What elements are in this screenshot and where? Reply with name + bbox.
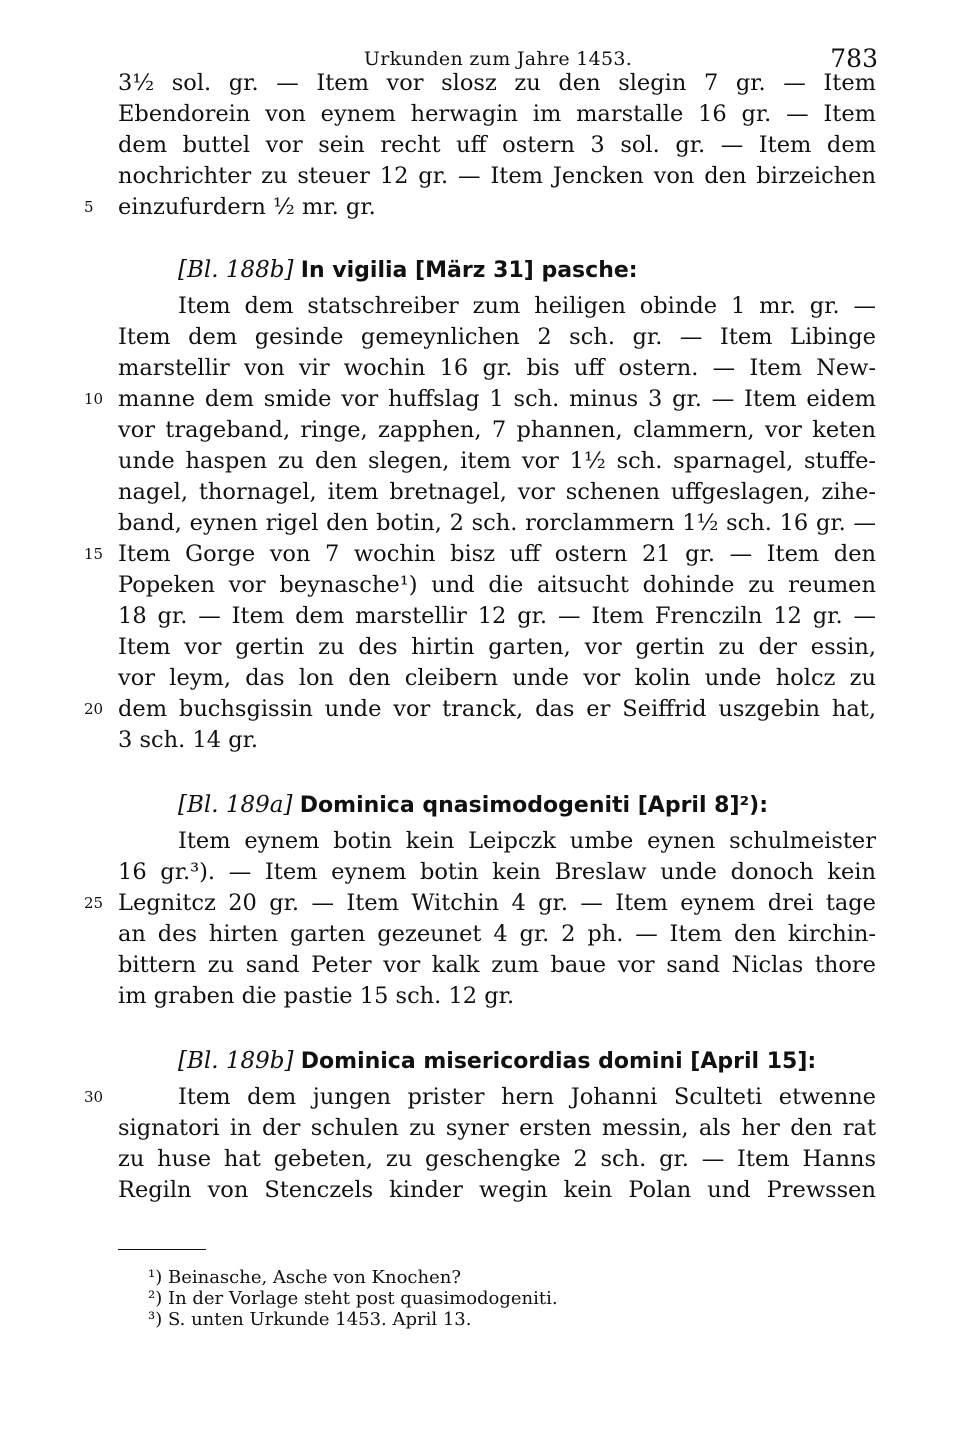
text-line: manne dem smide vor huffslag 1 sch. minus 3 gr. — Item eidem (118, 386, 876, 412)
running-title: Urkunden zum Jahre 1453. (363, 48, 633, 70)
text-line: Ebendorein von eynem herwagin im marstalle 16 gr. — Item (118, 101, 876, 127)
section-heading (178, 255, 876, 285)
text-line: marstellir von vir wochin 16 gr. bis uff ostern. — Item New- (118, 355, 876, 381)
text-line: Item vor gertin zu des hirtin garten, vor gertin zu der essin, (118, 634, 876, 660)
line-number: 5 (84, 198, 94, 216)
text-line: zu huse hat gebeten, zu geschengke 2 sch. gr. — Item Hanns (118, 1146, 876, 1172)
text-line: einzufurdern ½ mr. gr. (118, 194, 376, 220)
text-line: 3 sch. 14 gr. (118, 727, 259, 753)
line-number: 10 (84, 390, 104, 408)
section-heading (178, 1046, 876, 1076)
text-line: Popeken vor beynasche¹) und die aitsucht dohinde zu reumen (118, 572, 876, 598)
text-line: nochrichter zu steuer 12 gr. — Item Jencken von den birzeichen (118, 163, 876, 189)
section-title: Dominica misericordias domini [April 15]: (300, 1049, 817, 1074)
text-line: 16 gr.³). — Item eynem botin kein Breslaw unde donoch kein (118, 859, 876, 885)
section-title: In vigilia [März 31] pasche: (300, 258, 638, 283)
text-line: dem buttel vor sein recht uff ostern 3 sol. gr. — Item dem (118, 132, 876, 158)
text-line: 3½ sol. gr. — Item vor slosz zu den slegin 7 gr. — Item (118, 70, 876, 96)
text-line: vor trageband, ringe, zapphen, 7 phannen, clammern, vor keten (118, 417, 876, 443)
text-line: im graben die pastie 15 sch. 12 gr. (118, 983, 515, 1009)
text-line: unde haspen zu den slegen, item vor 1½ sch. sparnagel, stuffe- (118, 448, 876, 474)
section-title: Dominica qnasimodogeniti [April 8]²): (299, 793, 769, 818)
line-number: 15 (84, 545, 104, 563)
footnote-rule (118, 1249, 206, 1250)
line-number: 25 (84, 894, 104, 912)
text-line: Item dem statschreiber zum heiligen obinde 1 mr. gr. — (178, 293, 876, 319)
footnote: ¹) Beinasche, Asche von Knochen? (148, 1267, 461, 1288)
folio-reference: [Bl. 189a] (178, 792, 293, 818)
text-line: band, eynen rigel den botin, 2 sch. rorclammern 1½ sch. 16 gr. — (118, 510, 876, 536)
text-line: an des hirten garten gezeunet 4 gr. 2 ph. — Item den kirchin- (118, 921, 876, 947)
line-number: 30 (84, 1088, 104, 1106)
folio-reference: [Bl. 188b] (178, 257, 294, 283)
text-line: Item dem gesinde gemeynlichen 2 sch. gr. — Item Libinge (118, 324, 876, 350)
footnote: ³) S. unten Urkunde 1453. April 13. (148, 1309, 472, 1330)
text-line: Legnitcz 20 gr. — Item Witchin 4 gr. — Item eynem drei tage (118, 890, 876, 916)
text-line: Item dem jungen prister hern Johanni Sculteti etwenne (178, 1084, 876, 1110)
text-line: nagel, thornagel, item bretnagel, vor schenen uffgeslagen, zihe- (118, 479, 876, 505)
text-line: Item Gorge von 7 wochin bisz uff ostern 21 gr. — Item den (118, 541, 876, 567)
text-line: dem buchsgissin unde vor tranck, das er Seiffrid uszgebin hat, (118, 696, 876, 722)
text-line: signatori in der schulen zu syner ersten messin, als her den rat (118, 1115, 876, 1141)
footnote: ²) In der Vorlage steht post quasimodogeniti. (148, 1288, 558, 1309)
folio-reference: [Bl. 189b] (178, 1048, 294, 1074)
text-line: Item eynem botin kein Leipczk umbe eynen schulmeister (178, 828, 876, 854)
section-heading (178, 790, 876, 820)
line-number: 20 (84, 700, 104, 718)
text-line: 18 gr. — Item dem marstellir 12 gr. — Item Frencziln 12 gr. — (118, 603, 876, 629)
text-line: bittern zu sand Peter vor kalk zum baue vor sand Niclas thore (118, 952, 876, 978)
page-number: 783 (830, 44, 878, 73)
text-line: vor leym, das lon den cleibern unde vor kolin unde holcz zu (118, 665, 876, 691)
text-line: Regiln von Stenczels kinder wegin kein Polan und Prewssen (118, 1177, 876, 1203)
